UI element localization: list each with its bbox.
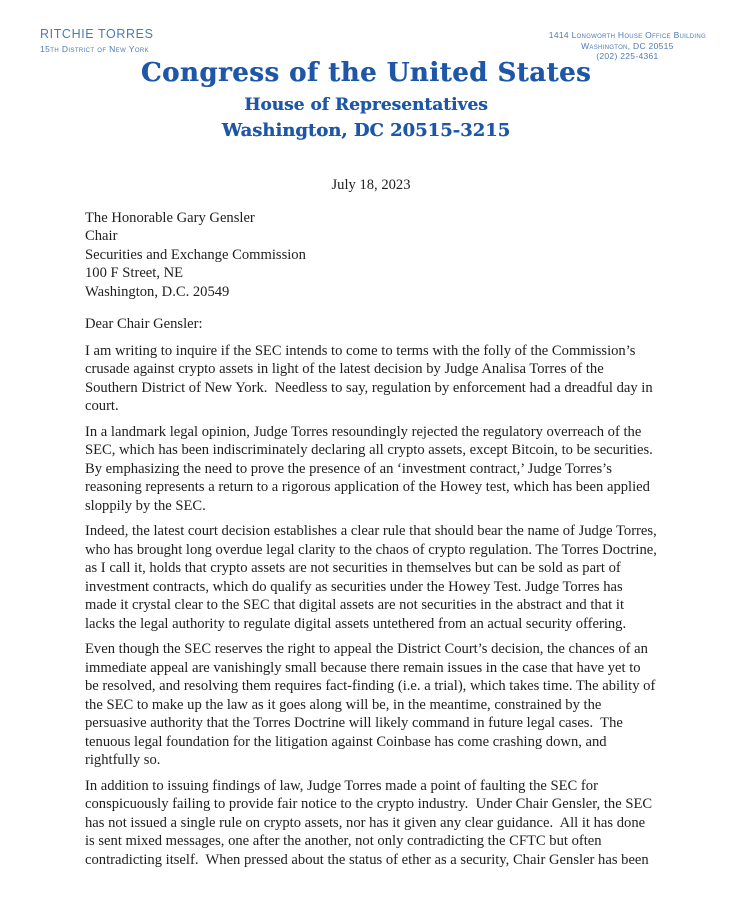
- congress-title: Congress of the United States: [140, 58, 592, 88]
- office-address: [549, 30, 706, 62]
- office-phone: (202) 225-4361: [596, 51, 659, 61]
- salutation: Dear Chair Gensler:: [85, 316, 203, 332]
- congress-heading: [0, 58, 732, 141]
- body-paragraph-2: In a landmark legal opinion, Judge Torres resoundingly rejected the regulatory overreach of the SEC, which has been indiscriminately declaring all crypto assets, except Bitcoin, to be securities. By emphasizing the need to prove the presence of an ‘investment contract,’ Judge Torres’s reasoning represents a return to a rigorous application of the Howey test, which has been applied sloppily by the SEC.: [85, 423, 661, 514]
- recipient-address: [85, 209, 657, 302]
- body-paragraph-5: In addition to issuing findings of law, Judge Torres made a point of faulting the SEC for conspicuously failing to provide fair notice to the crypto industry. Under Chair Gensler, the SEC has not issued a single rule on crypto assets, nor has it given any clear guidance. All it has done is sent mixed messages, one after the another, not only contradicting the CFTC but often contradicting itself. When pressed about the status of ether as a security, Chair Gensler has been: [85, 777, 656, 868]
- recipient-line-2: Chair: [85, 228, 118, 244]
- member-info: [40, 27, 154, 54]
- body-paragraph-4: Even though the SEC reserves the right to appeal the District Court’s decision, the chances of an immediate appeal are vanishingly small because there remain issues in the case that have yet to be resolved, and resolving them requires fact-finding (i.e. a trial), which takes time. The ability of the SEC to make up the law as it goes along will be, in the meantime, constrained by the persuasive authority that the Torres Doctrine will likely command in future legal cases. The tenuous legal foundation for the litigation against Coinbase has come crashing down, and rightfully so.: [85, 641, 659, 768]
- washington-dc-line: Washington, DC 20515-3215: [221, 120, 511, 141]
- letter-date: July 18, 2023: [331, 177, 411, 193]
- body-paragraph-1: I am writing to inquire if the SEC intends to come to terms with the folly of the Commission’s crusade against crypto assets in light of the latest decision by Judge Analisa Torres of the Southern District of New York. Needless to say, regulation by enforcement had a dreadful day in court.: [85, 342, 657, 414]
- member-name: RITCHIE TORRES: [40, 27, 154, 41]
- recipient-line-3: Securities and Exchange Commission: [85, 246, 306, 263]
- recipient-line-5: Washington, D.C. 20549: [85, 283, 230, 300]
- house-of-representatives-line: House of Representatives: [244, 95, 488, 115]
- letter-body: [85, 176, 661, 876]
- body-paragraph-3: Indeed, the latest court decision establishes a clear rule that should bear the name of Judge Torres, who has brought long overdue legal clarity to the chaos of crypto regulation. The Torres Doctrine, as I call it, holds that crypto assets are not securities in themselves but can be sold as part of investment contracts, which do qualify as securities under the Howey Test. Judge Torres has made it crystal clear to the SEC that digital assets are not securities in the abstract and that it lacks the legal authority to regulate digital assets untethered from an actual security offering.: [85, 523, 661, 632]
- member-district: 15th District of New York: [40, 43, 150, 54]
- recipient-line-1: The Honorable Gary Gensler: [85, 209, 255, 226]
- recipient-line-4: 100 F Street, NE: [85, 265, 184, 281]
- office-address-line-1: 1414 Longworth House Office Building: [548, 30, 706, 40]
- office-address-line-2: Washington, DC 20515: [581, 40, 674, 51]
